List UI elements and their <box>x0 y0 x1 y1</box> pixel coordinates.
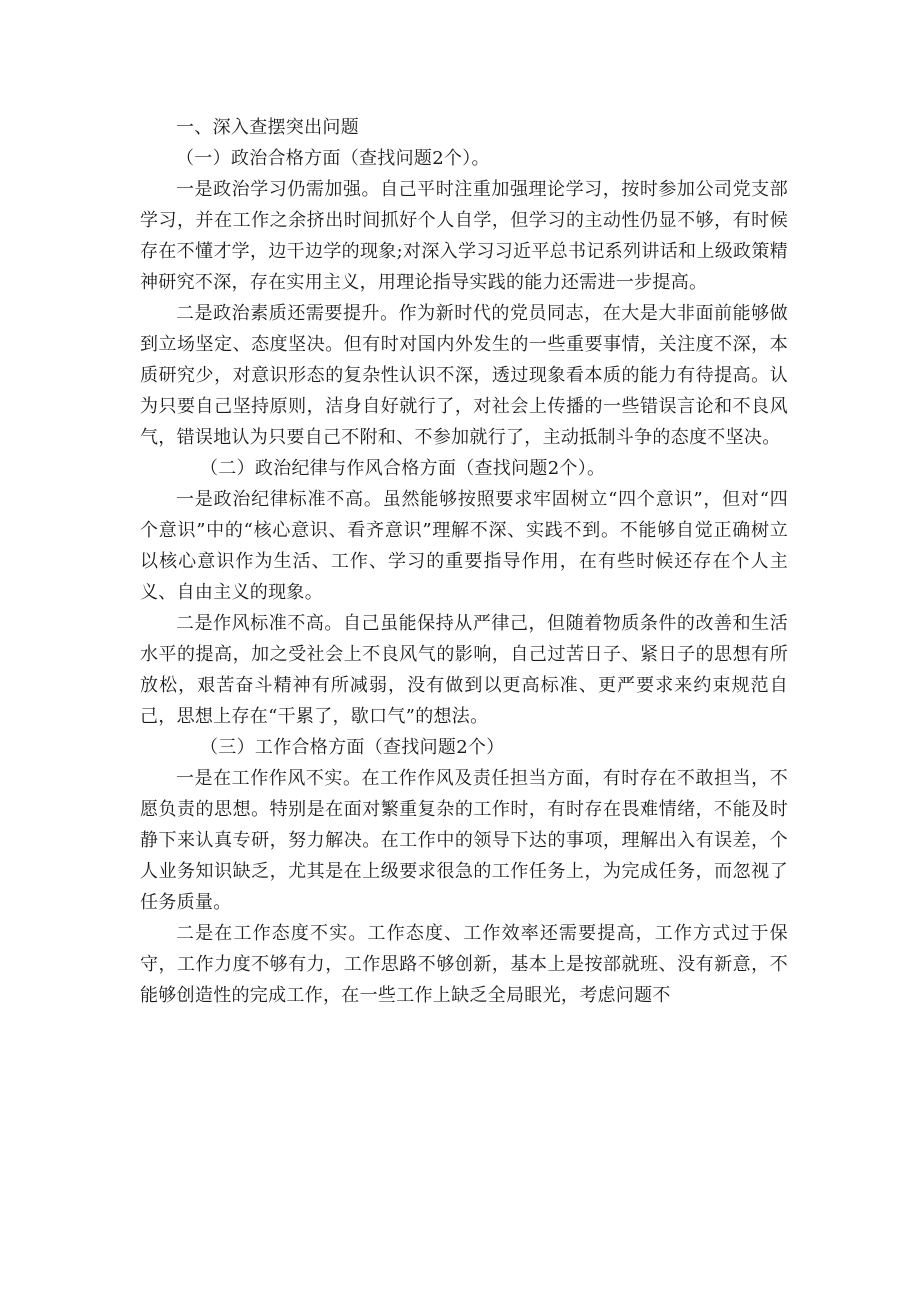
paragraph: 一是政治纪律标准不高。虽然能够按照要求牢固树立“四个意识”，但对“四个意识”中的“核心意识、看齐意识”理解不深、实践不到。不能够自觉正确树立以核心意识作为生活、工作、学习的重要指导作用，在有些时候还存在个人主义、自由主义的现象。 <box>140 489 788 603</box>
paragraph: 一是政治学习仍需加强。自己平时注重加强理论学习，按时参加公司党支部学习，并在工作之余挤出时间抓好个人自学，但学习的主动性仍显不够，有时候存在不懂才学，边干边学的现象;对深入学习习近平总书记系列讲话和上级政策精神研究不深，存在实用主义，用理论指导实践的能力还需进一步提高。 <box>140 179 788 293</box>
document-body <box>140 112 788 1011</box>
main-heading: 一、深入查摆突出问题 <box>176 117 359 138</box>
section-heading-1: （一）政治合格方面（查找问题2个）。 <box>176 148 490 169</box>
paragraph: 二是在工作态度不实。工作态度、工作效率还需要提高，工作方式过于保守，工作力度不够有力，工作思路不够创新，基本上是按部就班、没有新意，不能够创造性的完成工作，在一些工作上缺乏全局眼光，考虑问题不 <box>140 923 788 1006</box>
section-heading-3: （三）工作合格方面（查找问题2个） <box>200 737 505 758</box>
paragraph: 一是在工作作风不实。在工作作风及责任担当方面，有时存在不敢担当，不愿负责的思想。特别是在面对繁重复杂的工作时，有时存在畏难情绪，不能及时静下来认真专研，努力解决。在工作中的领导下达的事项，理解出入有误差，个人业务知识缺乏，尤其是在上级要求很急的工作任务上，为完成任务，而忽视了任务质量。 <box>140 768 788 913</box>
paragraph: 二是政治素质还需要提升。作为新时代的党员同志，在大是大非面前能够做到立场坚定、态度坚决。但有时对国内外发生的一些重要事情，关注度不深，本质研究少，对意识形态的复杂性认识不深，透过现象看本质的能力有待提高。认为只要自己坚持原则，洁身自好就行了，对社会上传播的一些错误言论和不良风气，错误地认为只要自己不附和、不参加就行了，主动抵制斗争的态度不坚决。 <box>140 303 788 448</box>
section-heading-2: （二）政治纪律与作风合格方面（查找问题2个）。 <box>200 458 606 479</box>
paragraph: 二是作风标准不高。自己虽能保持从严律己，但随着物质条件的改善和生活水平的提高，加之受社会上不良风气的影响，自己过苦日子、紧日子的思想有所放松，艰苦奋斗精神有所减弱，没有做到以更高标准、更严要求来约束规范自己，思想上存在“干累了，歇口气”的想法。 <box>140 613 788 727</box>
